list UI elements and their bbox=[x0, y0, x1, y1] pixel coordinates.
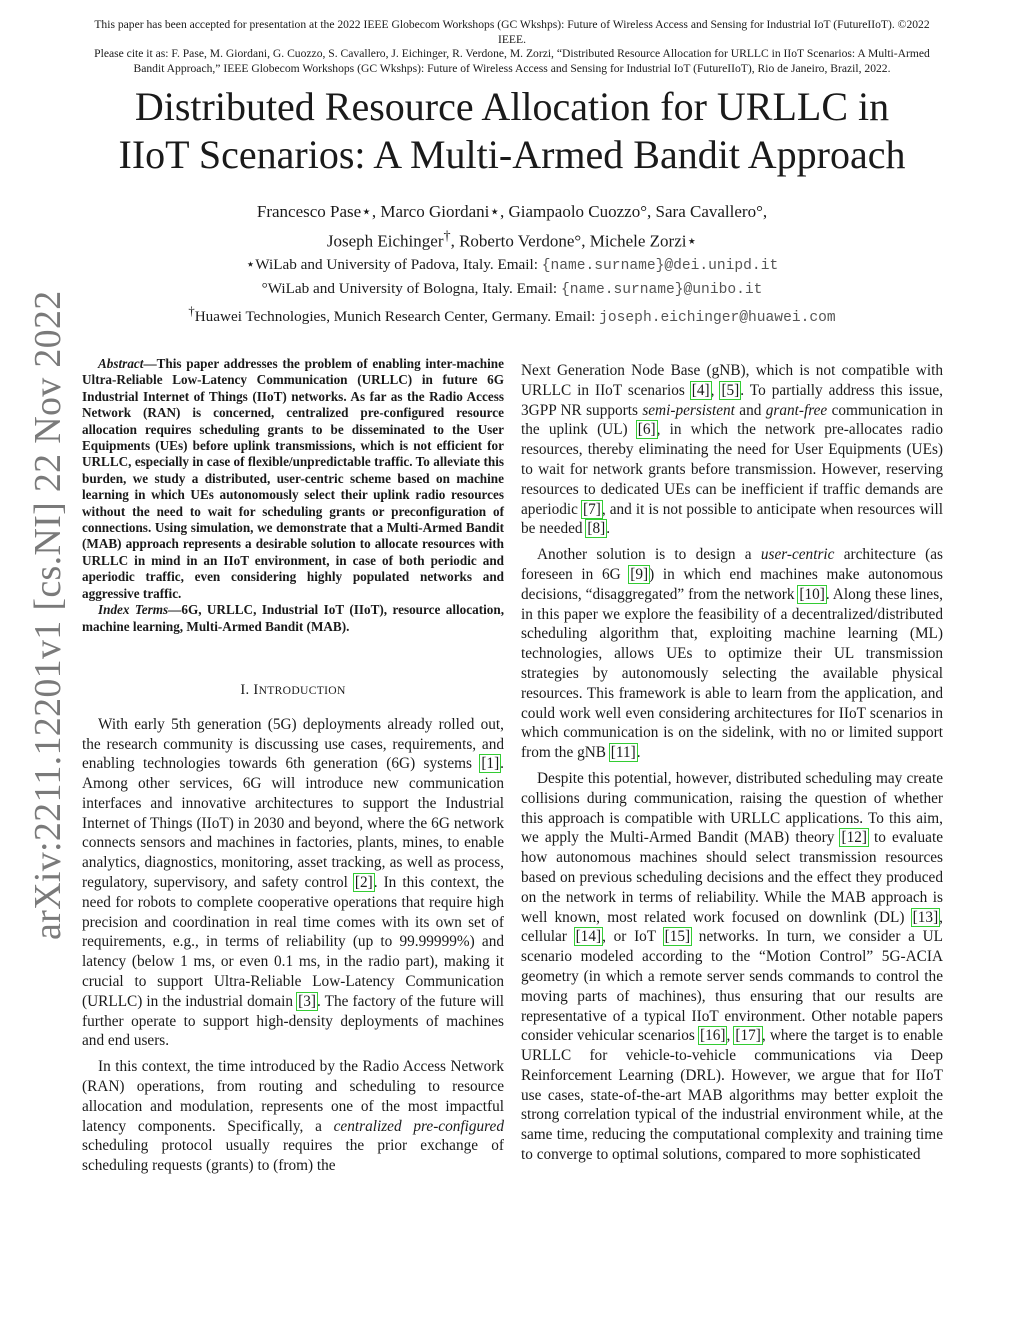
authors-line-1: Francesco Pase⋆, Marco Giordani⋆, Giampaolo Cuozzo°, Sara Cavallero°, bbox=[256, 202, 768, 221]
index-terms-text: 6G, URLLC, Industrial IoT (IIoT), resource allocation, machine learning, Multi-Armed Bandit (MAB). bbox=[82, 602, 504, 634]
citation-1[interactable]: [1] bbox=[481, 755, 500, 773]
citation-2[interactable]: [2] bbox=[354, 874, 373, 892]
abstract: Abstract—This paper addresses the problem of enabling inter-machine Ultra-Reliable Low-Latency Communication (URLLC) in future 6G Industrial Internet of Things (IIoT) networks. As far as the Radio Access Network (RAN) is concerned, centralized pre-configured resource allocation requires scheduling grants to be disseminated to the User Equipments (UEs) before uplink transmissions, which is not efficient for URLLC, especially in case of flexible/unpredictable traffic. To alleviate this burden, we study a distributed, user-centric scheme based on machine learning in which UEs autonomously select their uplink radio resources without the need to wait for scheduling grants or preconfiguration of connections. Using simulation, we demonstrate that a Multi-Armed Bandit (MAB) approach represents a desirable solution to allocate resources with URLLC in mind in an IIoT environment, in case of both periodic and aperiodic traffic, even considering highly populated networks and aggressive traffic. bbox=[82, 356, 504, 601]
citation-13[interactable]: [13] bbox=[912, 908, 939, 926]
title-line-1: Distributed Resource Allocation for URLLC in bbox=[134, 84, 890, 129]
intro-paragraph-2: In this context, the time introduced by the Radio Access Network (RAN) operations, from routing and scheduling to resource allocation and modulation, represents one of the most impactful latency components. Specifically, a centralized pre-configured scheduling protocol usually requires the prior exchange of scheduling requests (grants) to (from) the bbox=[82, 1058, 504, 1175]
intro-paragraph-1: With early 5th generation (5G) deployments already rolled out, the research community is discussing use cases, requirements, and enabling technologies towards 6th generation (6G) systems [1]. Among other services, 6G will introduce new communication interfaces and innovative architectures to support the Industrial Internet of Things (IIoT) in 2030 and beyond, where the 6G network connects sensors and machines in factories, plants, mines, to enable analytics, diagnostics, monitoring, asset tracking, as well as process, regulatory, supervisory, and safety control [2]. In this context, the need for robots to complete cooperative operations that require high precision and coordination in real time comes with its own set of requirements, e.g., in terms of reliability (up to 99.99999%) and latency (below 1 ms, or even 0.1 ms, in the radio part), making it crucial to support Ultra-Reliable Low-Latency Communication (URLLC) in the industrial domain [3]. The factory of the future will further operate to support high-density deployments of machines and end users. bbox=[82, 715, 505, 1050]
affiliation-huawei: †Huawei Technologies, Munich Research Center, Germany. Email: joseph.eichinger@huawei.com bbox=[188, 304, 836, 327]
citation-15[interactable]: [15] bbox=[664, 928, 691, 946]
citation-17[interactable]: [17] bbox=[735, 1027, 761, 1045]
intro-paragraph-4: Despite this potential, however, distributed scheduling may create collisions during communication, raising the question of whether this approach is compatible with URLLC applications. To this aim, we apply the Multi-Armed Bandit (MAB) theory [12] to evaluate how autonomous machines should select transmission resources based on previous scheduling decisions and the effect they produced on the network in terms of reliability. While the MAB approach is well known, most related work focused on downlink (DL) [13], cellular [14], or IoT [15] networks. In turn, we consider a UL scenario modeled according to the “Motion Control” 5G-ACIA geometry (in which a remote server sends commands to control the moving parts of machines), thus ensuring that our results are representative of a typical IIoT environment. Other notable papers consider vehicular scenarios [16], [17], where the target is to enable URLLC for vehicle-to-vehicle communications via Deep Reinforcement Learning (DRL). However, we argue that for IIoT use cases, state-of-the-art MAB algorithms may better exploit the strong correlation typical of the industrial environment while, at the same time, reducing the computational complexity and training time to converge to optimal solutions, compared to more sophisticated bbox=[521, 769, 944, 1164]
author-sup-dagger: † bbox=[443, 228, 451, 244]
citation-9[interactable]: [9] bbox=[630, 565, 649, 583]
citation-14[interactable]: [14] bbox=[575, 928, 602, 946]
author-list bbox=[150, 200, 874, 254]
email-padova[interactable]: {name.surname}@dei.unipd.it bbox=[541, 258, 779, 274]
affiliations bbox=[60, 254, 964, 330]
affiliation-bologna: °WiLab and University of Bologna, Italy. Email: {name.surname}@unibo.it bbox=[261, 279, 763, 298]
arxiv-stamp: arXiv:2211.12201v1 [cs.NI] 22 Nov 2022 bbox=[27, 290, 69, 940]
intro-paragraph-2-continued: Next Generation Node Base (gNB), which is not compatible with URLLC in IIoT scenarios [4], [5]. To partially address this issue, 3GPP NR supports semi-persistent and grant-free communication in the uplink (UL) [6], in which the network pre-allocates radio resources, thereby eliminating the need for User Equipments (UEs) to wait for network grants before transmission. However, reserving resources to dedicated UEs can be inefficient if traffic demands are aperiodic [7], and it is not possible to anticipate when resources will be needed [8]. bbox=[521, 362, 944, 538]
paper-title bbox=[40, 83, 984, 179]
notice-accepted: This paper has been accepted for presentation at the 2022 IEEE Globecom Workshops (GC Wkshps): Future of Wireless Access and Sensing for Industrial IoT (FutureIIoT). ©2022 IEEE. bbox=[94, 18, 930, 46]
email-bologna[interactable]: {name.surname}@unibo.it bbox=[560, 281, 763, 298]
citation-4[interactable]: [4] bbox=[691, 381, 710, 399]
affiliation-padova: ⋆WiLab and University of Padova, Italy. Email: {name.surname}@dei.unipd.it bbox=[245, 256, 779, 274]
acceptance-notice bbox=[80, 18, 944, 76]
citation-5[interactable]: [5] bbox=[721, 381, 740, 399]
citation-10[interactable]: [10] bbox=[799, 585, 825, 603]
index-terms: Index Terms—6G, URLLC, Industrial IoT (IIoT), resource allocation, machine learning, Multi-Armed Bandit (MAB). bbox=[82, 602, 504, 634]
right-column bbox=[521, 361, 943, 1165]
authors-line-2a: Joseph Eichinger bbox=[326, 231, 444, 251]
left-column bbox=[82, 356, 504, 1176]
section-heading-introduction: I. INTRODUCTION bbox=[240, 681, 346, 698]
index-terms-label: Index Terms bbox=[98, 602, 169, 618]
authors-line-2b: , Roberto Verdone°, Michele Zorzi⋆ bbox=[450, 231, 698, 251]
citation-7[interactable]: [7] bbox=[583, 500, 601, 518]
citation-3[interactable]: [3] bbox=[298, 992, 316, 1010]
notice-citation: Please cite it as: F. Pase, M. Giordani, G. Cuozzo, S. Cavallero, J. Eichinger, R. Verdone, M. Zorzi, “Distributed Resource Allocation for URLLC in IIoT Scenarios: A Multi-Armed Bandit Approach,” IEEE Globecom Workshops (GC Wkshps): Future of Wireless Access and Sensing for Industrial IoT (FutureIIoT), Rio de Janeiro, Brazil, 2022. bbox=[94, 47, 930, 75]
citation-8[interactable]: [8] bbox=[587, 520, 606, 538]
abstract-text: This paper addresses the problem of enabling inter-machine Ultra-Reliable Low-Latency Communication (URLLC) in future 6G Industrial Internet of Things (IIoT) networks. As far as the Radio Access Network (RAN) is concerned, centralized pre-configured resource allocation requires scheduling grants to be disseminated to the User Equipments (UEs) before uplink transmissions, which is not efficient for URLLC, especially in case of flexible/unpredictable traffic. To alleviate this burden, we study a distributed, user-centric scheme based on machine learning in which UEs autonomously select their uplink radio resources without the need to wait for scheduling grants or preconfiguration of connections. Using simulation, we demonstrate that a Multi-Armed Bandit (MAB) approach represents a desirable solution to allocate resources with URLLC in mind in an IIoT environment, in case of both periodic and aperiodic traffic, even considering highly populated networks and aggressive traffic. bbox=[82, 356, 504, 601]
citation-11[interactable]: [11] bbox=[610, 744, 636, 762]
citation-16[interactable]: [16] bbox=[699, 1027, 726, 1045]
email-huawei[interactable]: joseph.eichinger@huawei.com bbox=[599, 310, 836, 327]
abstract-label: Abstract bbox=[98, 356, 144, 371]
title-line-2: IIoT Scenarios: A Multi-Armed Bandit Approach bbox=[118, 132, 906, 177]
citation-6[interactable]: [6] bbox=[637, 421, 656, 439]
intro-paragraph-3: Another solution is to design a user-centric architecture (as foreseen in 6G [9]) in which end machines make autonomous decisions, “disaggregated” from the network [10]. Along these lines, in this paper we explore the feasibility of a decentralized/distributed scheduling algorithm that, exploiting machine learning (ML) technologies, allows UEs to optimize their UL transmission strategies by autonomously selecting the available physical resources. This framework is able to learn from the application, and could work well even considering architectures for IIoT scenarios in which communication is on the sidelink, with no or limited support from the gNB [11]. bbox=[521, 546, 943, 762]
citation-12[interactable]: [12] bbox=[841, 829, 867, 847]
